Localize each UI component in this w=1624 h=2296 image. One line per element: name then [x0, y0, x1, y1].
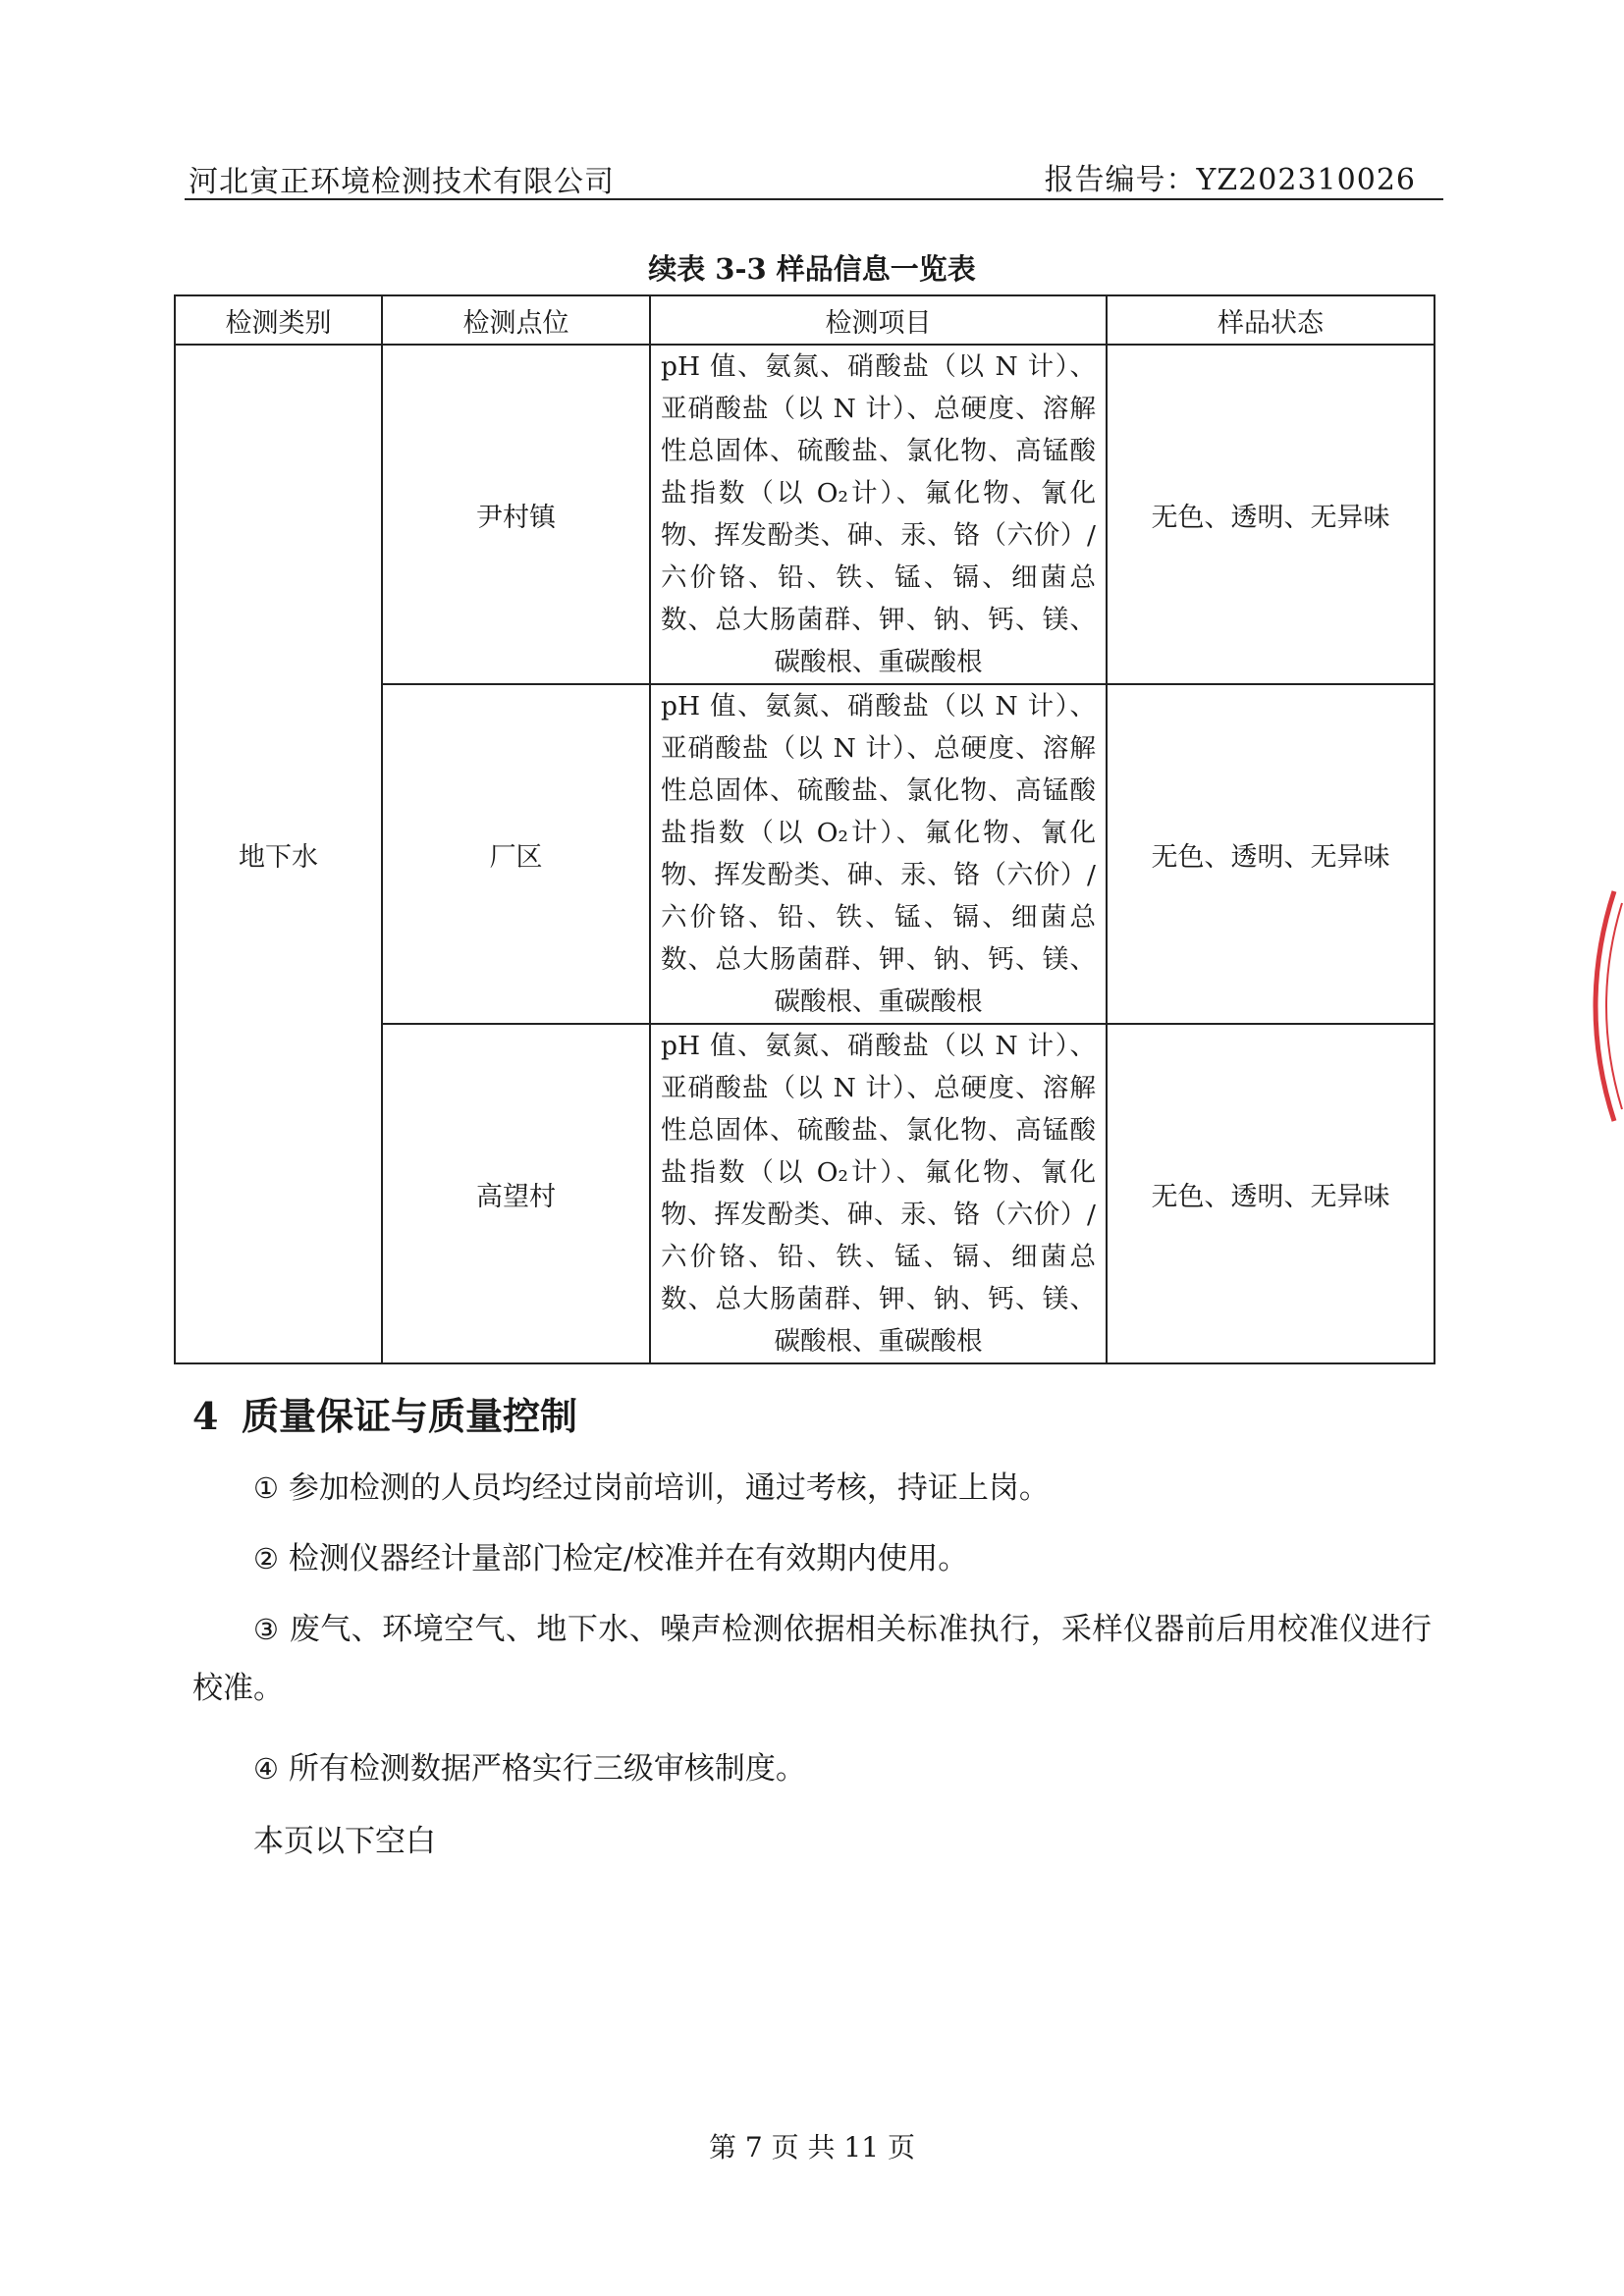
table-caption: 续表 3-3 样品信息一览表 — [648, 252, 976, 286]
items-cell: pH 值、氨氮、硝酸盐（以 N 计）、亚硝酸盐（以 N 计）、总硬度、溶解性总固体、硫酸盐、氯化物、高锰酸盐指数（以 O₂计）、氟化物、氰化物、挥发酚类、砷、汞、铬（六价）/ 六价铬、铅、铁、锰、镉、细菌总数、总大肠菌群、钾、钠、钙、镁、碳酸根、重碳酸根 — [650, 684, 1107, 1024]
section-heading — [192, 1386, 577, 1440]
state-cell: 无色、透明、无异味 — [1107, 345, 1435, 684]
table-header-row — [175, 295, 1435, 345]
column-header-items: 检测项目 — [650, 295, 1107, 345]
section-title: 质量保证与质量控制 — [242, 1394, 578, 1438]
page-number: 第 7 页 共 11 页 — [709, 2131, 915, 2163]
company-name: 河北寅正环境检测技术有限公司 — [189, 165, 615, 199]
item-marker: ① — [253, 1471, 279, 1505]
location-cell: 厂区 — [382, 684, 650, 1024]
sample-info-table — [174, 294, 1435, 1364]
column-header-location: 检测点位 — [382, 295, 650, 345]
items-cell: pH 值、氨氮、硝酸盐（以 N 计）、亚硝酸盐（以 N 计）、总硬度、溶解性总固体、硫酸盐、氯化物、高锰酸盐指数（以 O₂计）、氟化物、氰化物、挥发酚类、砷、汞、铬（六价）/ 六价铬、铅、铁、锰、镉、细菌总数、总大肠菌群、钾、钠、钙、镁、碳酸根、重碳酸根 — [650, 345, 1107, 684]
state-cell: 无色、透明、无异味 — [1107, 1024, 1435, 1363]
location-cell: 高望村 — [382, 1024, 650, 1363]
red-seal-fragment — [1569, 883, 1624, 1129]
state-cell: 无色、透明、无异味 — [1107, 684, 1435, 1024]
header-divider — [185, 198, 1443, 200]
column-header-category: 检测类别 — [175, 295, 382, 345]
items-cell: pH 值、氨氮、硝酸盐（以 N 计）、亚硝酸盐（以 N 计）、总硬度、溶解性总固体、硫酸盐、氯化物、高锰酸盐指数（以 O₂计）、氟化物、氰化物、挥发酚类、砷、汞、铬（六价）/ 六价铬、铅、铁、锰、镉、细菌总数、总大肠菌群、钾、钠、钙、镁、碳酸根、重碳酸根 — [650, 1024, 1107, 1363]
column-header-state: 样品状态 — [1107, 295, 1435, 345]
blank-note: 本页以下空白 — [253, 1824, 436, 1859]
item-marker: ④ — [253, 1752, 279, 1786]
report-number: 报告编号：YZ202310026 — [1044, 163, 1416, 197]
location-cell: 尹村镇 — [382, 345, 650, 684]
item-marker: ③ — [253, 1613, 280, 1646]
qa-item-3 — [192, 1600, 1432, 1718]
seal-inner-arc — [1606, 903, 1622, 1109]
item-text: 所有检测数据严格实行三级审核制度。 — [288, 1751, 806, 1787]
item-text: 废气、环境空气、地下水、噪声检测依据相关标准执行，采样仪器前后用校准仪进行校准。 — [192, 1612, 1433, 1706]
item-marker: ② — [253, 1542, 279, 1575]
table-row — [175, 345, 1435, 684]
section-number: 4 — [192, 1394, 219, 1438]
item-text: 检测仪器经计量部门检定/校准并在有效期内使用。 — [288, 1541, 969, 1576]
seal-arc — [1596, 891, 1614, 1121]
qa-item-4 — [192, 1739, 1432, 1798]
item-text: 参加检测的人员均经过岗前培训，通过考核，持证上岗。 — [288, 1470, 1050, 1506]
category-cell: 地下水 — [175, 345, 382, 1363]
qa-item-2 — [192, 1529, 1432, 1588]
qa-item-1 — [192, 1459, 1432, 1518]
